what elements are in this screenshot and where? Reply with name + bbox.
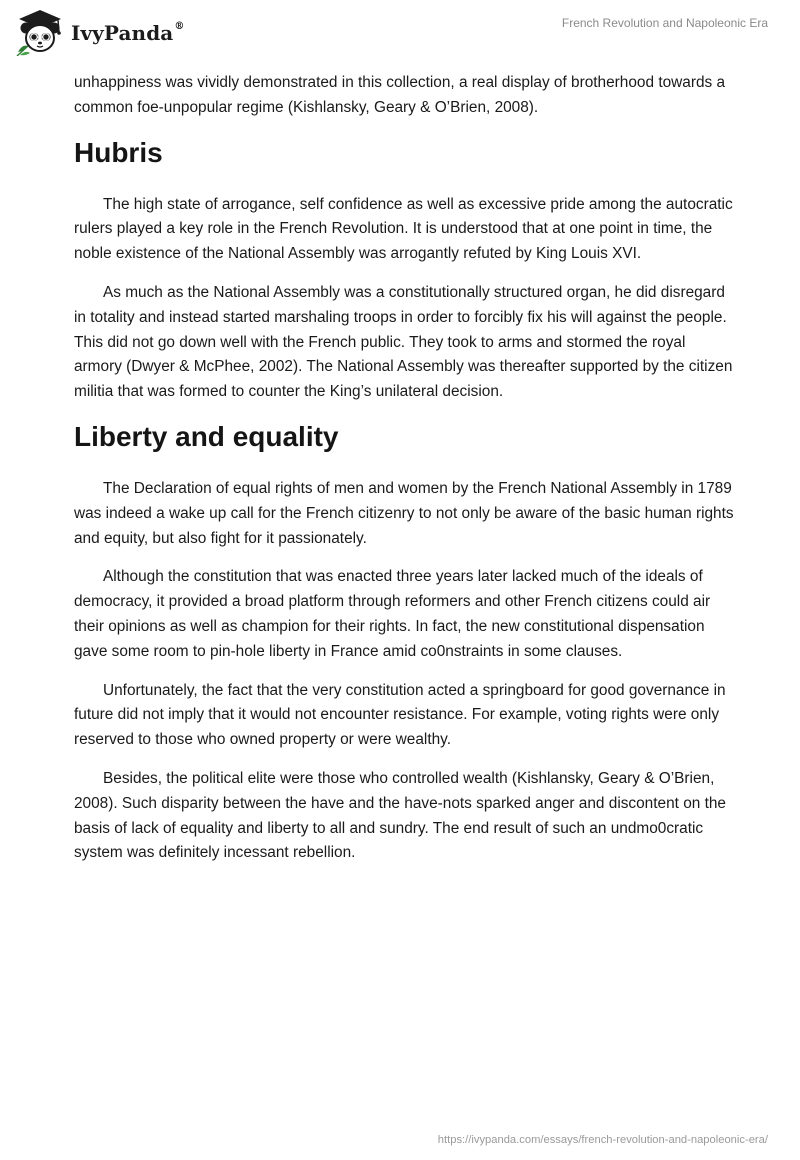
section-heading-hubris: Hubris [74, 136, 163, 168]
document-title: French Revolution and Napoleonic Era [561, 16, 768, 30]
paragraph: The Declaration of equal rights of men and women by the French National Assembly in 1789 was indeed a wake up call for the French citizenry to not only be aware of the basic human rights and equity, but also fight for it passionately. [74, 479, 734, 547]
section-heading-liberty-and-equality: Liberty and equality [74, 420, 339, 452]
panda-graduate-icon [14, 8, 66, 56]
essay-body [74, 71, 734, 880]
logo-wordmark: IvyPanda® [71, 21, 185, 45]
paragraph: Unfortunately, the fact that the very constitution acted a springboard for good governance in future did not imply that it would not encounter resistance. For example, voting rights were only reserved to those who owned property or were wealthy. [74, 681, 726, 749]
paragraph: Besides, the political elite were those who controlled wealth (Kishlansky, Geary & O’Brien, 2008). Such disparity between the have and the have-nots sparked anger and discontent on the basis of lack of equality and liberty to all and sundry. The end result of such an undmo0cratic system was definitely incessant rebellion. [74, 769, 726, 862]
page-header [0, 0, 800, 66]
paragraph: As much as the National Assembly was a constitutionally structured organ, he did disregard in totality and instead started marshaling troops in order to forcibly fix his will against the people. This did not go down well with the French public. They took to arms and stormed the royal armory (Dwyer & McPhee, 2002). The National Assembly was thereafter supported by the citizen militia that was formed to counter the King’s unilateral decision. [74, 283, 733, 401]
paragraph: The high state of arrogance, self confidence as well as excessive pride among the autocratic rulers played a key role in the French Revolution. It is understood that at one point in time, the noble existence of the National Assembly was arrogantly refuted by King Louis XVI. [74, 195, 733, 263]
intro-paragraph: unhappiness was vividly demonstrated in this collection, a real display of brotherhood towards a common foe-unpopular regime (Kishlansky, Geary & O’Brien, 2008). [74, 74, 726, 116]
ivypanda-logo[interactable] [14, 8, 184, 56]
source-url-link[interactable]: https://ivypanda.com/essays/french-revolution-and-napoleonic-era/ [437, 1134, 768, 1146]
paragraph: Although the constitution that was enacted three years later lacked much of the ideals of democracy, it provided a broad platform through reformers and other French citizens could air their opinions as well as champion for their rights. In fact, the new constitutional dispensation gave some room to pin-hole liberty in France amid co0nstraints in some clauses. [74, 568, 711, 660]
